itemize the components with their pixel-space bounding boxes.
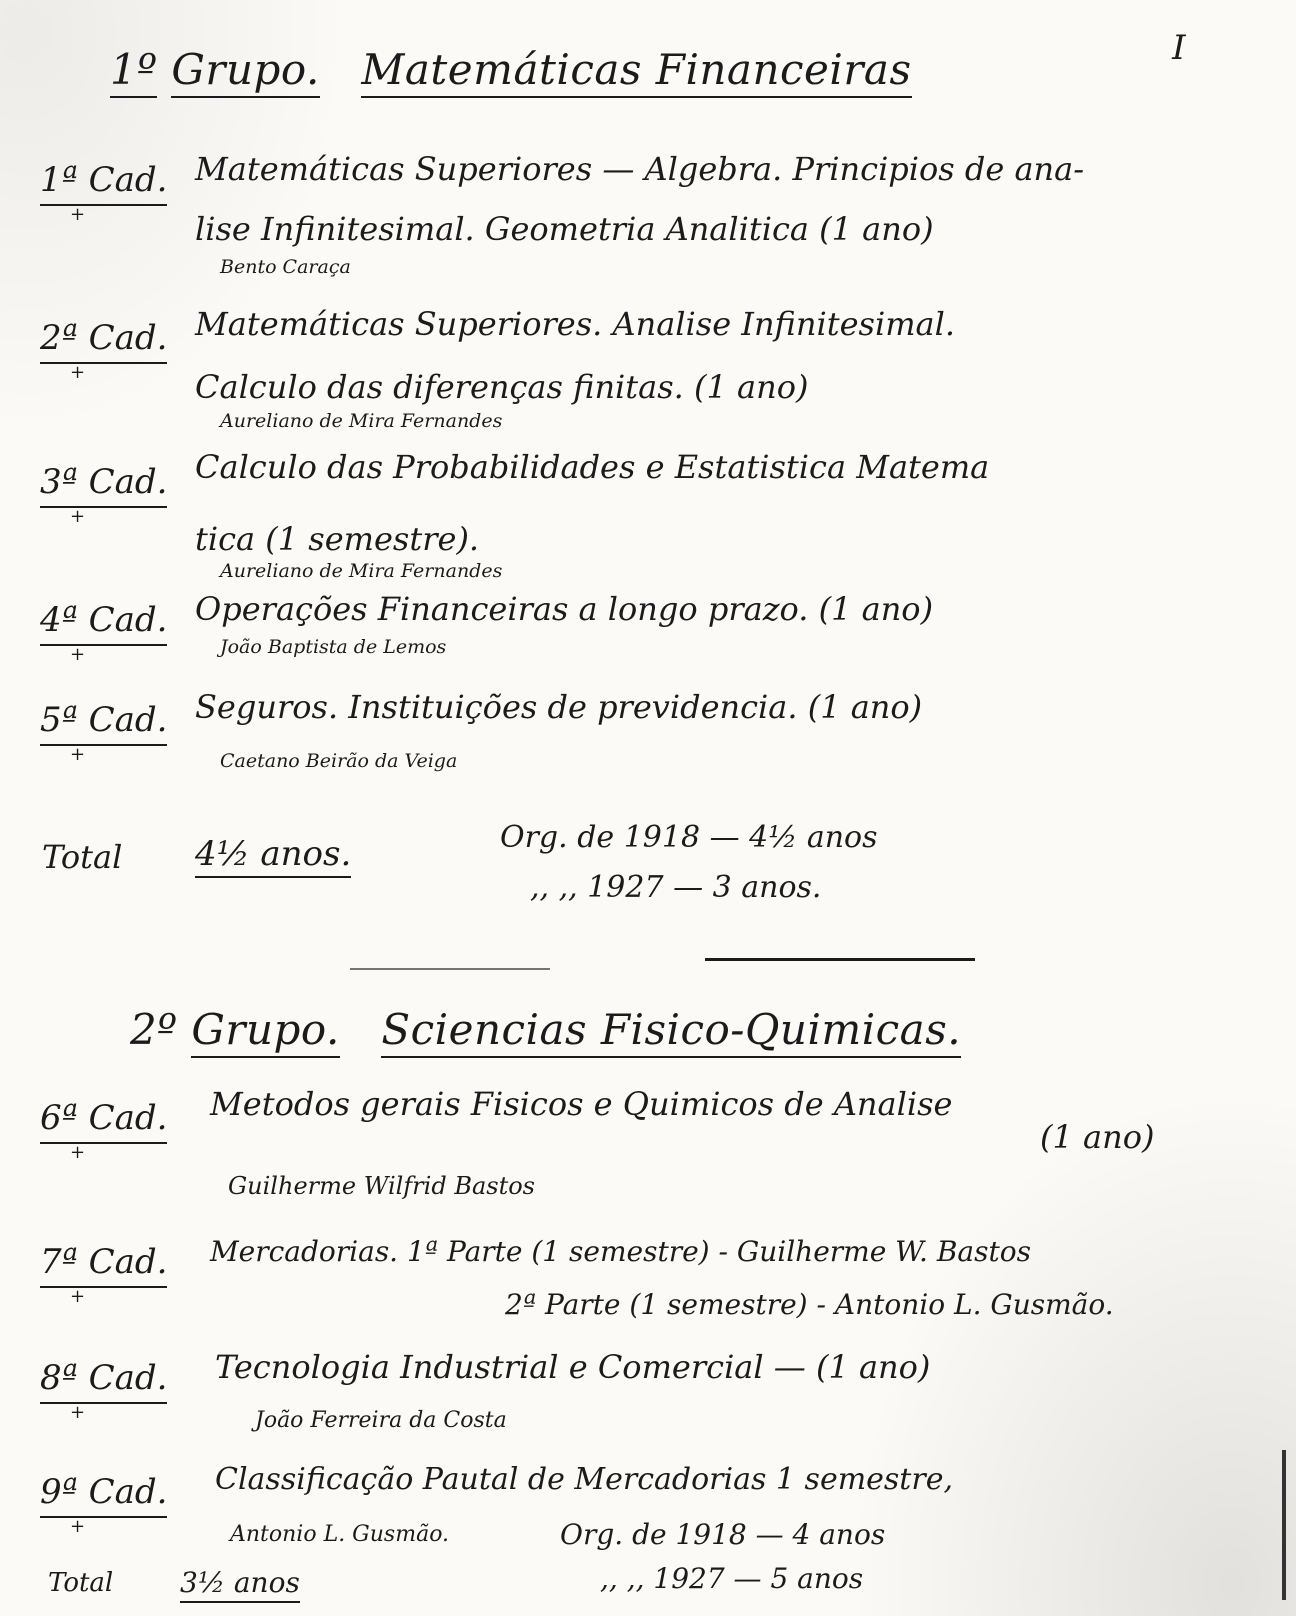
cad-1-professor: Bento Caraça [220, 256, 351, 278]
cad-9-line-1: Classificação Pautal de Mercadorias 1 semestre, [215, 1462, 953, 1497]
cad-3-professor: Aureliano de Mira Fernandes [220, 560, 503, 582]
cad-3-mark: + [70, 506, 86, 527]
group2-heading-num: 2º [130, 1005, 178, 1054]
cad-1-mark: + [70, 204, 86, 225]
group1-heading-title: Matemáticas Financeiras [361, 45, 911, 98]
cad-5-professor: Caetano Beirão da Veiga [220, 750, 458, 772]
cad-2-line-1: Matemáticas Superiores. Analise Infinitesimal. [195, 305, 956, 343]
cad-4-mark: + [70, 644, 86, 665]
group2-heading-word: Grupo. [191, 1005, 339, 1058]
cad-6-label-block [40, 1098, 180, 1162]
cad-3-label: 3ª Cad. [40, 462, 167, 508]
separator-left [350, 968, 550, 970]
cad-8-professor: João Ferreira da Costa [255, 1408, 507, 1433]
group2-heading-title: Sciencias Fisico-Quimicas. [381, 1005, 961, 1058]
group1-total-label: Total [42, 838, 123, 876]
cad-8-label-block [40, 1358, 180, 1422]
group1-heading [110, 45, 912, 94]
cad-1-line-1: Matemáticas Superiores — Algebra. Principios de ana- [195, 150, 1085, 188]
cad-5-label: 5ª Cad. [40, 700, 167, 746]
cad-1-label-block [40, 160, 180, 224]
group2-total-label: Total [48, 1568, 114, 1598]
group2-org-1918: Org. de 1918 — 4 anos [560, 1518, 886, 1551]
cad-6-label: 6ª Cad. [40, 1098, 167, 1144]
group1-org-1918: Org. de 1918 — 4½ anos [500, 820, 878, 855]
separator-right [705, 958, 975, 961]
group1-heading-word: Grupo. [171, 45, 319, 98]
cad-9-professor: Antonio L. Gusmão. [230, 1522, 450, 1547]
cad-6-professor: Guilherme Wilfrid Bastos [228, 1172, 535, 1200]
page-marker: I [1172, 28, 1186, 68]
cad-8-line-1: Tecnologia Industrial e Comercial — (1 ano) [215, 1348, 931, 1386]
cad-7-label-block [40, 1242, 180, 1306]
cad-5-mark: + [70, 744, 86, 765]
cad-3-line-1: Calculo das Probabilidades e Estatistica Matema [195, 448, 990, 486]
group1-org-1927: ,, ,, 1927 — 3 anos. [530, 870, 822, 905]
cad-2-mark: + [70, 362, 86, 383]
cad-6-mark: + [70, 1142, 86, 1163]
cad-3-line-2: tica (1 semestre). [195, 520, 480, 558]
cad-3-label-block [40, 462, 180, 526]
cad-9-mark: + [70, 1516, 86, 1537]
cad-2-line-2: Calculo das diferenças finitas. (1 ano) [195, 368, 809, 406]
cad-7-mark: + [70, 1286, 86, 1307]
cad-6-line-1: Metodos gerais Fisicos e Quimicos de Analise [210, 1085, 953, 1123]
group2-org-1927: ,, ,, 1927 — 5 anos [600, 1562, 864, 1595]
group1-total-value: 4½ anos. [195, 834, 351, 878]
cad-5-label-block [40, 700, 180, 764]
group1-heading-num: 1º [110, 45, 157, 98]
cad-4-label: 4ª Cad. [40, 600, 167, 646]
cad-4-professor: João Baptista de Lemos [220, 636, 447, 658]
cad-6-line-2: (1 ano) [1040, 1118, 1155, 1156]
cad-2-label: 2ª Cad. [40, 318, 167, 364]
group2-heading [130, 1005, 961, 1054]
cad-8-mark: + [70, 1402, 86, 1423]
cad-4-label-block [40, 600, 180, 664]
cad-1-label: 1ª Cad. [40, 160, 167, 206]
cad-7-label: 7ª Cad. [40, 1242, 167, 1288]
cad-8-label: 8ª Cad. [40, 1358, 167, 1404]
scan-edge-mark [1282, 1450, 1286, 1600]
cad-1-line-2: lise Infinitesimal. Geometria Analitica (1 ano) [195, 210, 934, 248]
group2-total-value: 3½ anos [180, 1566, 300, 1603]
cad-9-label: 9ª Cad. [40, 1472, 167, 1518]
cad-9-label-block [40, 1472, 180, 1536]
cad-7-line-2: 2ª Parte (1 semestre) - Antonio L. Gusmão. [505, 1288, 1114, 1321]
cad-5-line-1: Seguros. Instituições de previdencia. (1 ano) [195, 688, 923, 726]
cad-7-line-1: Mercadorias. 1ª Parte (1 semestre) - Guilherme W. Bastos [210, 1235, 1031, 1268]
cad-4-line-1: Operações Financeiras a longo prazo. (1 ano) [195, 590, 934, 628]
cad-2-professor: Aureliano de Mira Fernandes [220, 410, 503, 432]
cad-2-label-block [40, 318, 180, 382]
